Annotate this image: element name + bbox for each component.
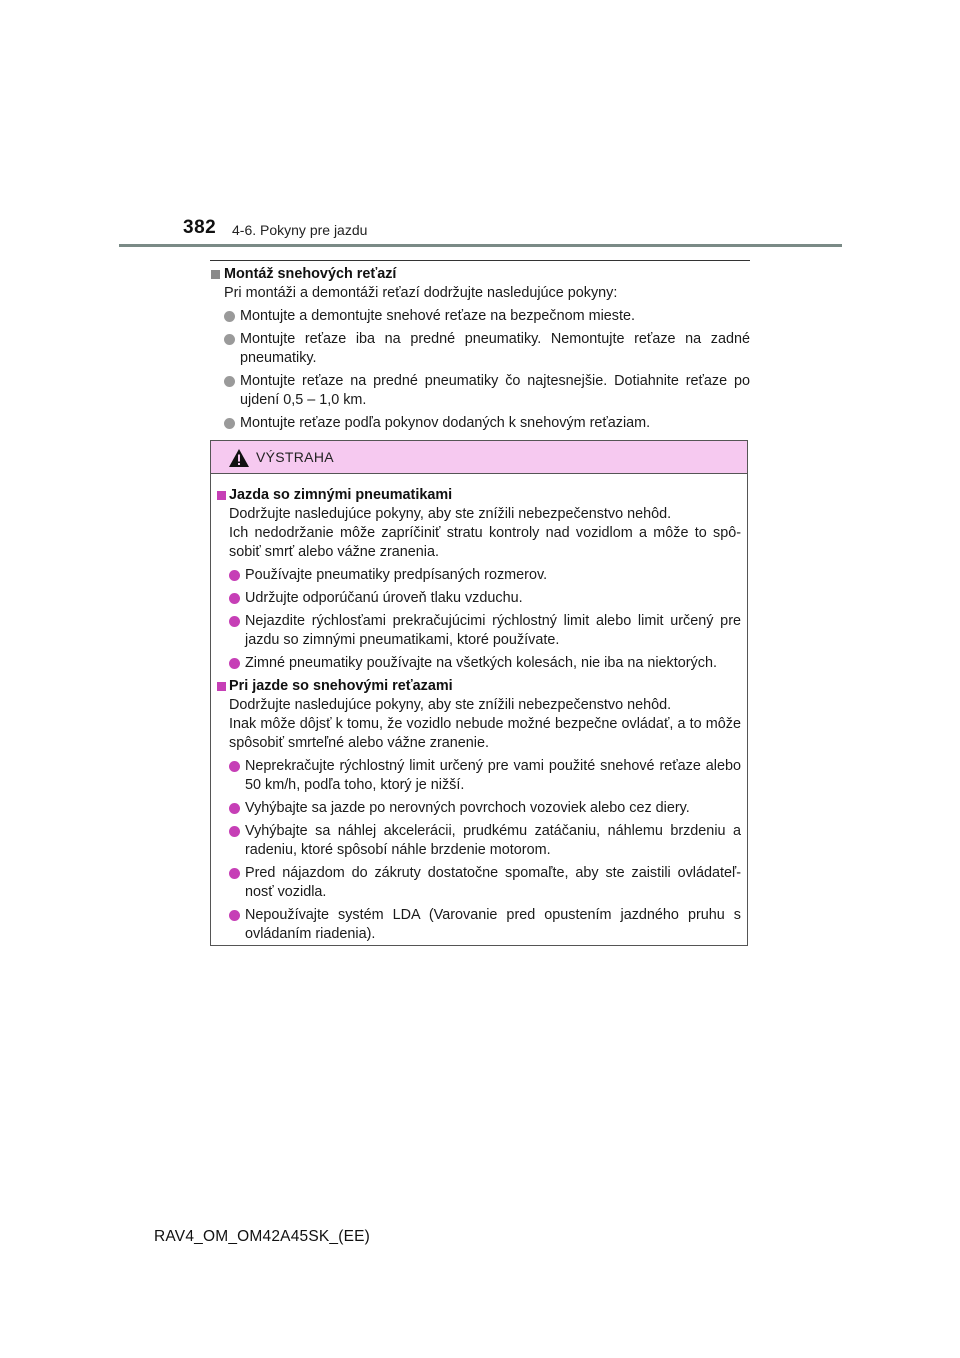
round-bullet-icon [224,418,235,429]
round-bullet-icon [229,570,240,581]
snow-chains-heading-text: Montáž snehových reťazí [224,266,397,282]
snow-chains-intro: Pri montáži a demontáži reťazí dodržujte nasledujúce pokyny: [224,285,618,301]
round-bullet-icon [229,761,240,772]
snow-chains-driving-heading-text: Pri jazde so snehovými reťazami [229,678,453,694]
paragraph-line: Ich nedodržanie môže zapríčiniť stratu kontroly nad vozidlom a môže to spô-sobiť smrť alebo vážne zranenia. [229,525,741,560]
section-title: 4-6. Pokyny pre jazdu [232,222,368,238]
square-bullet-icon [217,491,226,500]
list-item: Udržujte odporúčanú úroveň tlaku vzduchu. [217,589,741,608]
snow-chains-driving-list [217,757,741,944]
document-code: RAV4_OM_OM42A45SK_(EE) [154,1228,371,1245]
list-item: Pred nájazdom do zákruty dostatočne spomaľte, aby ste zaistili ovládateľ-nosť vozidla. [217,864,741,902]
warning-header [211,441,747,474]
square-bullet-icon [217,682,226,691]
warning-body [211,474,747,944]
winter-tires-list [217,566,741,673]
list-item: Nejazdite rýchlosťami prekračujúcimi rýchlostný limit alebo limit určený pre jazdu so zimnými pneumatikami, ktoré používate. [217,612,741,650]
snow-chains-list [210,307,750,433]
snow-chains-heading [210,265,750,284]
list-item: Zimné pneumatiky používajte na všetkých kolesách, nie iba na niektorých. [217,654,741,673]
winter-tires-heading [217,486,741,505]
paragraph-line: Dodržujte nasledujúce pokyny, aby ste znížili nebezpečenstvo nehôd. [229,697,672,713]
paragraph-line: Inak môže dôjsť k tomu, že vozidlo nebude možné bezpečne ovládať, a to môže spôsobiť smrteľné alebo vážne zranenie. [229,716,741,751]
list-item: Vyhýbajte sa jazde po nerovných povrchoch vozoviek alebo cez diery. [217,799,741,818]
list-item: Montujte a demontujte snehové reťaze na bezpečnom mieste. [210,307,750,326]
round-bullet-icon [224,334,235,345]
winter-tires-heading-text: Jazda so zimnými pneumatikami [229,487,453,503]
list-item: Nepoužívajte systém LDA (Varovanie pred opustením jazdného pruhu s ovládaním riadenia). [217,906,741,944]
round-bullet-icon [229,868,240,879]
round-bullet-icon [229,826,240,837]
round-bullet-icon [229,616,240,627]
list-item: Vyhýbajte sa náhlej akcelerácii, prudkému zatáčaniu, náhlemu brzdeniu a radeniu, ktoré spôsobí náhle brzdenie motorom. [217,822,741,860]
warning-triangle-icon [228,448,250,468]
snow-chains-driving-heading [217,677,741,696]
round-bullet-icon [229,593,240,604]
round-bullet-icon [224,311,235,322]
content-divider [210,260,750,261]
list-item: Neprekračujte rýchlostný limit určený pre vami použité snehové reťaze alebo 50 km/h, podľa toho, ktorý je nižší. [217,757,741,795]
round-bullet-icon [229,910,240,921]
page-number: 382 [183,217,217,238]
list-item: Montujte reťaze iba na predné pneumatiky. Nemontujte reťaze na zadné pneumatiky. [210,330,750,368]
header-divider [119,244,842,247]
warning-box [210,440,748,946]
warning-label: VÝSTRAHA [256,449,334,465]
paragraph-line: Dodržujte nasledujúce pokyny, aby ste znížili nebezpečenstvo nehôd. [229,506,672,522]
list-item: Montujte reťaze podľa pokynov dodaných k snehovým reťaziam. [210,414,750,433]
winter-tires-text [217,505,741,562]
snow-chains-driving-text [217,696,741,753]
square-bullet-icon [211,270,220,279]
list-item: Používajte pneumatiky predpísaných rozmerov. [217,566,741,585]
round-bullet-icon [229,803,240,814]
round-bullet-icon [224,376,235,387]
list-item: Montujte reťaze na predné pneumatiky čo najtesnejšie. Dotiahnite reťaze po ujdení 0,5 – 1,0 km. [210,372,750,410]
round-bullet-icon [229,658,240,669]
snow-chains-section [210,265,750,437]
